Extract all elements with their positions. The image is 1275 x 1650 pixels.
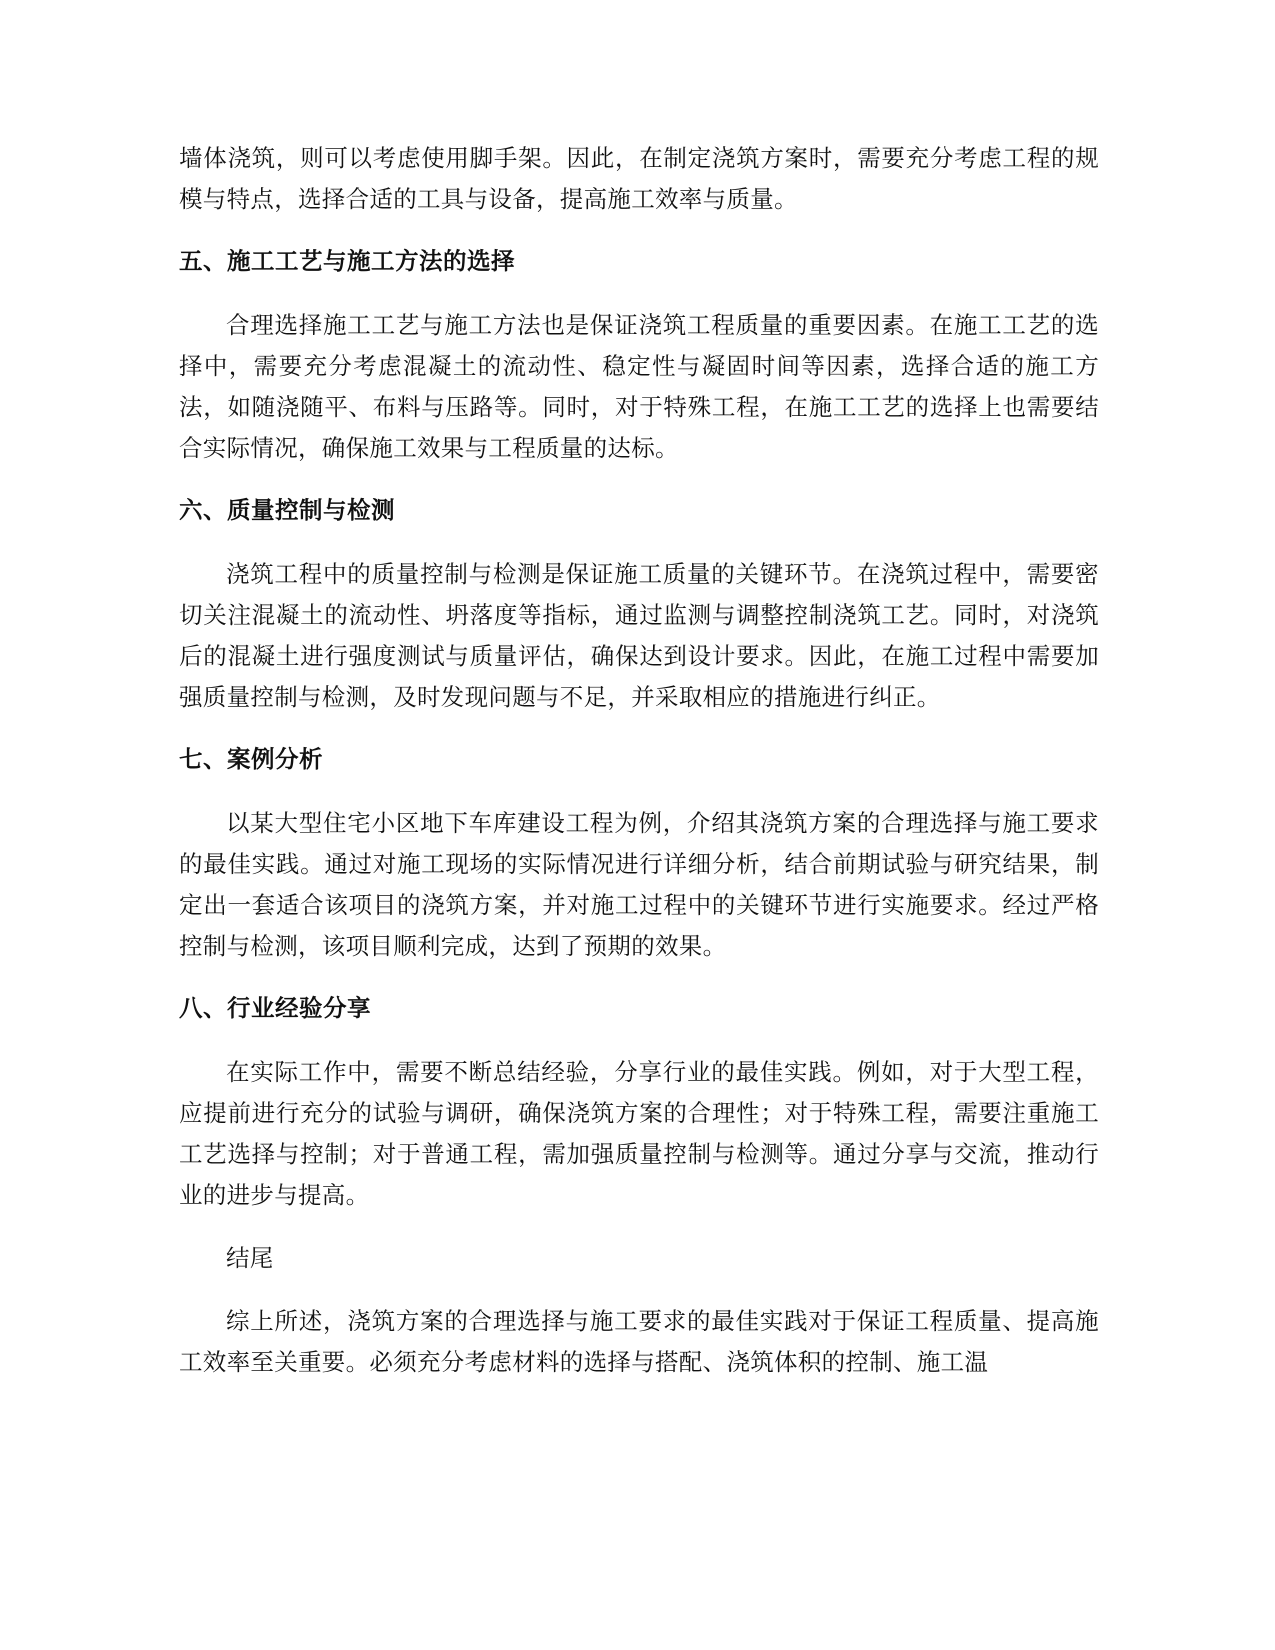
section-paragraph-7: 以某大型住宅小区地下车库建设工程为例，介绍其浇筑方案的合理选择与施工要求的最佳实践。通过对施工现场的实际情况进行详细分析，结合前期试验与研究结果，制定出一套适合该项目的浇筑方案，并对施工过程中的关键环节进行实施要求。经过严格控制与检测，该项目顺利完成，达到了预期的效果。 xyxy=(179,809,1099,960)
closing-label: 结尾 xyxy=(226,1244,274,1272)
section-paragraph-8: 在实际工作中，需要不断总结经验，分享行业的最佳实践。例如，对于大型工程，应提前进行充分的试验与调研，确保浇筑方案的合理性；对于特殊工程，需要注重施工工艺选择与控制；对于普通工程，需加强质量控制与检测等。通过分享与交流，推动行业的进步与提高。 xyxy=(179,1058,1099,1209)
document-page xyxy=(179,138,1099,1383)
section-heading-7: 七、案例分析 xyxy=(179,745,323,773)
intro-paragraph: 墙体浇筑，则可以考虑使用脚手架。因此，在制定浇筑方案时，需要充分考虑工程的规模与特点，选择合适的工具与设备，提高施工效率与质量。 xyxy=(179,144,1099,213)
section-paragraph-5: 合理选择施工工艺与施工方法也是保证浇筑工程质量的重要因素。在施工工艺的选择中，需要充分考虑混凝土的流动性、稳定性与凝固时间等因素，选择合适的施工方法，如随浇随平、布料与压路等。同时，对于特殊工程，在施工工艺的选择上也需要结合实际情况，确保施工效果与工程质量的达标。 xyxy=(179,311,1099,462)
section-heading-8: 八、行业经验分享 xyxy=(179,994,371,1022)
section-heading-5: 五、施工工艺与施工方法的选择 xyxy=(179,247,515,275)
closing-paragraph: 综上所述，浇筑方案的合理选择与施工要求的最佳实践对于保证工程质量、提高施工效率至关重要。必须充分考虑材料的选择与搭配、浇筑体积的控制、施工温 xyxy=(179,1307,1099,1376)
section-heading-6: 六、质量控制与检测 xyxy=(179,496,395,524)
section-paragraph-6: 浇筑工程中的质量控制与检测是保证施工质量的关键环节。在浇筑过程中，需要密切关注混凝土的流动性、坍落度等指标，通过监测与调整控制浇筑工艺。同时，对浇筑后的混凝土进行强度测试与质量评估，确保达到设计要求。因此，在施工过程中需要加强质量控制与检测，及时发现问题与不足，并采取相应的措施进行纠正。 xyxy=(179,560,1099,711)
